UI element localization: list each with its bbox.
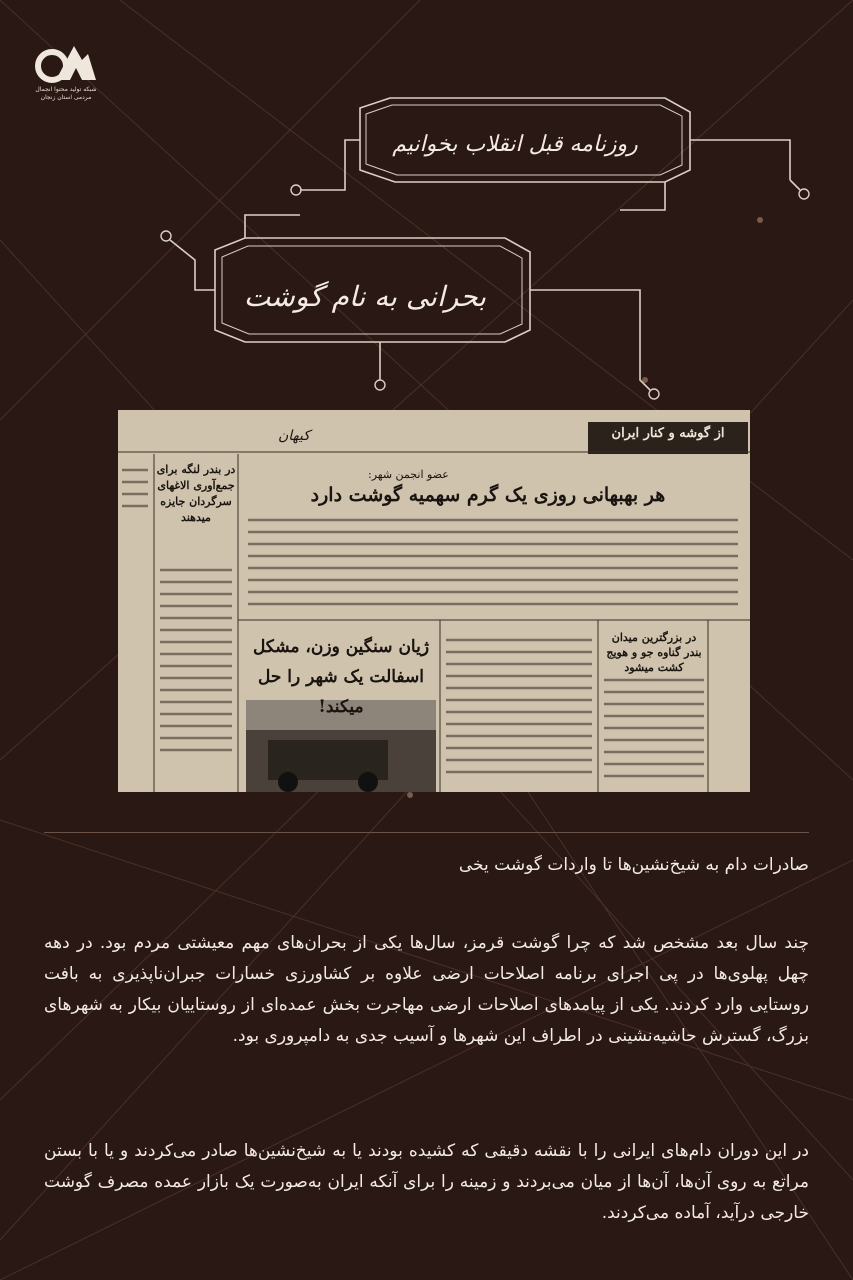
clipping-story-right: در بزرگترین میدان بندر گناوه جو و هویج کشت میشود [606,631,702,674]
clipping-story-left: در بندر لنگه برای جمع‌آوری الاغهای سرگردان جایزه میدهند [156,463,236,524]
series-title: روزنامه قبل انقلاب بخوانیم [392,132,638,157]
newspaper-clipping [118,410,750,792]
section-divider [44,832,809,833]
clipping-story-middle: ژیان سنگین وزن، مشکل اسفالت یک شهر را حل میکند! [252,637,430,717]
clipping-paper-name: کیهان [278,428,310,444]
title-frames [0,0,853,420]
article-subtitle: صادرات دام به شیخ‌نشین‌ها تا واردات گوشت یخی [458,855,809,875]
clipping-main-headline: هر بهبهانی روزی یک گرم سهمیه گوشت دارد [310,484,666,506]
clipping-kicker: عضو انجمن شهر: [368,468,449,481]
channel-name: شبکه تولید محتوا انجمال مردمی استان زنجان [35,86,97,101]
article-paragraph-2: در این دوران دام‌های ایرانی را با نقشه دقیقی که کشیده بودند یا به شیخ‌نشین‌ها صادر می‌کردند و یا با بستن مراتع به روی آن‌ها، آن‌ها از میان می‌بردند و زمینه را برای آنکه ایران به‌صورت یک بازار عمده مصرف گوشت خارجی درآید، آماده می‌کردند. [44,1141,809,1223]
clipping-section: از گوشه و کنار ایران [611,426,725,441]
article-paragraph-1: چند سال بعد مشخص شد که چرا گوشت قرمز، سال‌ها یکی از بحران‌های مهم معیشتی مردم بود. در دهه چهل پهلوی‌ها در پی اجرای برنامه اصلاحات ارضی علاوه بر کشاورزی خسارات جبران‌ناپذیری به بافت روستایی وارد کردند. یکی از پیامدهای اصلاحات ارضی مهاجرت بخش عمده‌ای از روستاییان بیکار به شهرهای بزرگ، گسترش حاشیه‌نشینی در اطراف این شهرها و آسیب جدی به دامپروری بود. [44,933,809,1046]
headline: بحرانی به نام گوشت [243,280,487,313]
